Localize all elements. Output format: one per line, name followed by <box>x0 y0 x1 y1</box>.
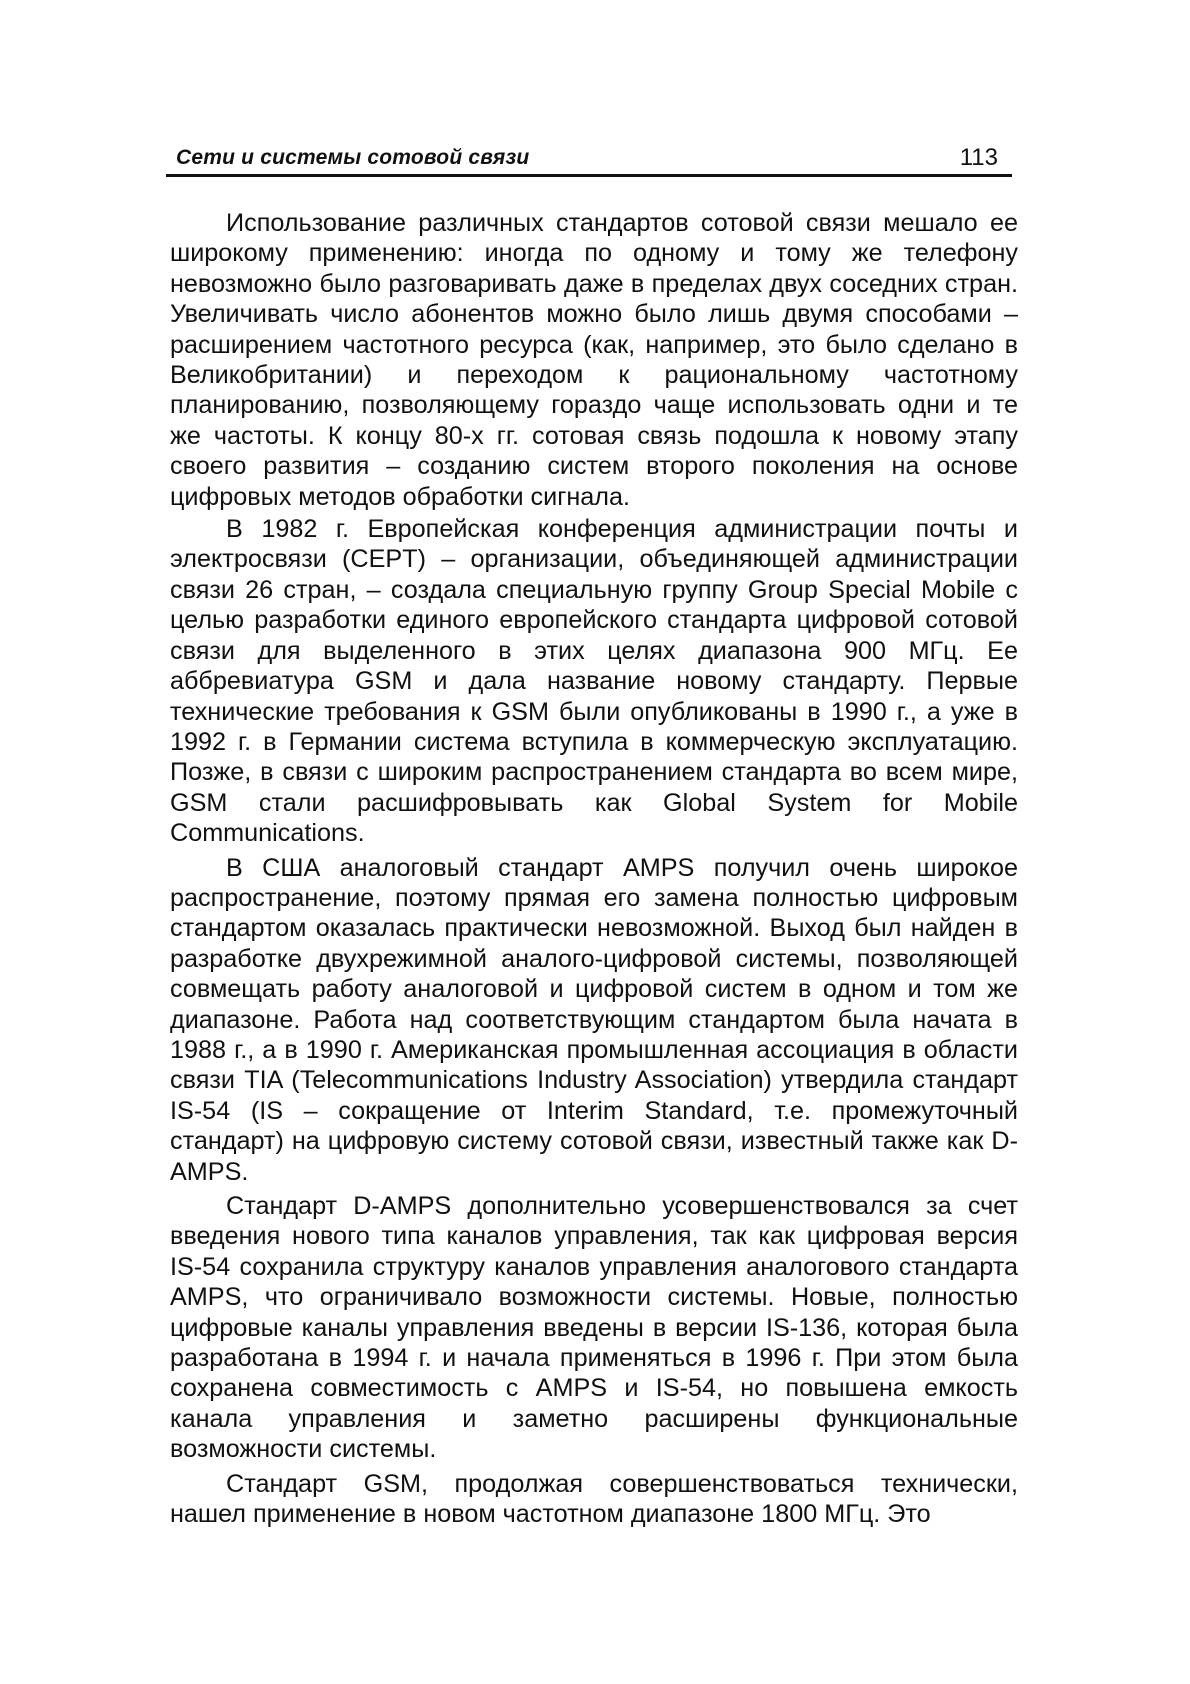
paragraph: Стандарт GSM, продолжая совершенствоваться технически, нашел применение в новом частотном диапазоне 1800 МГц. Это <box>170 1469 1018 1529</box>
paragraph: Стандарт D-AMPS дополнительно усовершенствовался за счет введения нового типа каналов управления, так как цифровая версия IS-54 сохранила структуру каналов управления аналогового стандарта AMPS, что ограничивало возможности системы. Новые, полностью цифровые каналы управления введены в версии IS-136, которая была разработана в 1994 г. и начала применяться в 1996 г. При этом была сохранена совместимость с AMPS и IS-54, но повышена емкость канала управления и заметно расширены функциональные возможности системы. <box>170 1192 1018 1464</box>
body-text <box>170 208 1018 1529</box>
page-number: 113 <box>959 144 998 171</box>
paragraph: Использование различных стандартов сотовой связи мешало ее широкому применению: иногда по одному и тому же телефону невозможно было разговаривать даже в пределах двух соседних стран. Увеличивать число абонентов можно было лишь двумя способами – расширением частотного ресурса (как, например, это было сделано в Великобритании) и переходом к рациональному частотному планированию, позволяющему гораздо чаще использовать одни и те же частоты. К концу 80-х гг. сотовая связь подошла к новому этапу своего развития – созданию систем второго поколения на основе цифровых методов обработки сигнала. <box>170 209 1018 511</box>
running-title: Сети и системы сотовой связи <box>176 146 530 169</box>
paragraph: В США аналоговый стандарт AMPS получил очень широкое распространение, поэтому прямая его замена полностью цифровым стандартом оказалась практически невозможной. Выход был найден в разработке двухрежимной аналого-цифровой системы, позволяющей совмещать работу аналоговой и цифровой систем в одном и том же диапазоне. Работа над соответствующим стандартом была начата в 1988 г., а в 1990 г. Американская промышленная ассоциация в области связи TIA (Telecommunications Industry Association) утвердила стандарт IS-54 (IS – сокращение от Interim Standard, т.е. промежуточный стандарт) на цифровую систему сотовой связи, известный также как D-AMPS. <box>170 853 1018 1186</box>
paragraph: В 1982 г. Европейская конференция администрации почты и электросвязи (CEPT) – организации, объединяющей администрации связи 26 стран, – создала специальную группу Group Special Mobile с целью разработки единого европейского стандарта цифровой сотовой связи для выделенного в этих целях диапазона 900 МГц. Ее аббревиатура GSM и дала название новому стандарту. Первые технические требования к GSM были опубликованы в 1990 г., а уже в 1992 г. в Германии система вступила в коммерческую эксплуатацию. Позже, в связи с широким распространением стандарта во всем мире, GSM стали расшифровывать как Global System for Mobile Communications. <box>170 515 1018 848</box>
running-header <box>166 138 1012 177</box>
